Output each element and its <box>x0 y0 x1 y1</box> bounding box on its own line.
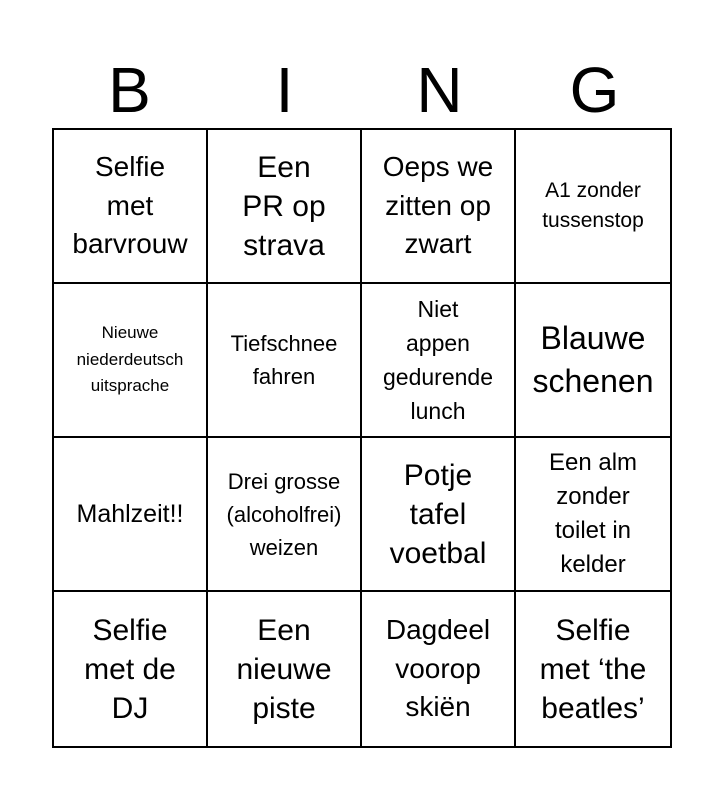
bingo-cell-3-3[interactable] <box>362 438 516 592</box>
bingo-cell-2-2[interactable] <box>208 284 362 438</box>
bingo-cell-1-1[interactable] <box>54 130 208 284</box>
bingo-cell-4-1[interactable] <box>54 592 208 746</box>
bingo-cell-text: Oeps we zitten op zwart <box>382 151 494 260</box>
bingo-cell-2-4[interactable] <box>516 284 670 438</box>
bingo-cell-3-1[interactable] <box>54 438 208 592</box>
bingo-cell-text: Een nieuwe piste <box>236 613 332 725</box>
header-letter-i: I <box>275 54 294 126</box>
bingo-cell-1-4[interactable] <box>516 130 670 284</box>
bingo-cell-text: Tiefschnee fahren <box>230 331 338 389</box>
bingo-cell-text: Nieuwe niederdeutsch uitsprache <box>76 323 184 396</box>
header-letter-b: B <box>108 54 151 126</box>
header-letter-n: N <box>416 54 463 126</box>
header-letter-g: G <box>569 54 620 126</box>
bingo-cell-text: Selfie met barvrouw <box>72 151 188 260</box>
bingo-cell-1-3[interactable] <box>362 130 516 284</box>
bingo-cell-text: Blauwe schenen <box>532 319 654 399</box>
bingo-cell-text: Selfie met ‘the beatles’ <box>539 613 647 725</box>
bingo-cell-4-2[interactable] <box>208 592 362 746</box>
bingo-cell-3-2[interactable] <box>208 438 362 592</box>
bingo-cell-text: Een alm zonder toilet in kelder <box>548 448 638 579</box>
bingo-cell-3-4[interactable] <box>516 438 670 592</box>
bingo-cell-4-3[interactable] <box>362 592 516 746</box>
bingo-cell-4-4[interactable] <box>516 592 670 746</box>
bingo-cell-text: Een PR op strava <box>242 150 326 262</box>
bingo-cell-text: Potje tafel voetbal <box>389 458 487 570</box>
bingo-cell-text: Dagdeel voorop skiën <box>385 614 491 723</box>
bingo-cell-text: Selfie met de DJ <box>84 613 176 725</box>
bingo-cell-1-2[interactable] <box>208 130 362 284</box>
bingo-cell-text: Drei grosse (alcoholfrei) weizen <box>226 468 342 560</box>
bingo-cell-text: A1 zonder tussenstop <box>542 179 644 232</box>
bingo-grid <box>52 128 672 748</box>
bingo-cell-text: Mahlzeit!! <box>76 500 184 528</box>
bingo-cell-text: Niet appen gedurende lunch <box>383 295 493 425</box>
bingo-cell-2-1[interactable] <box>54 284 208 438</box>
bingo-header <box>52 52 672 128</box>
bingo-cell-2-3[interactable] <box>362 284 516 438</box>
